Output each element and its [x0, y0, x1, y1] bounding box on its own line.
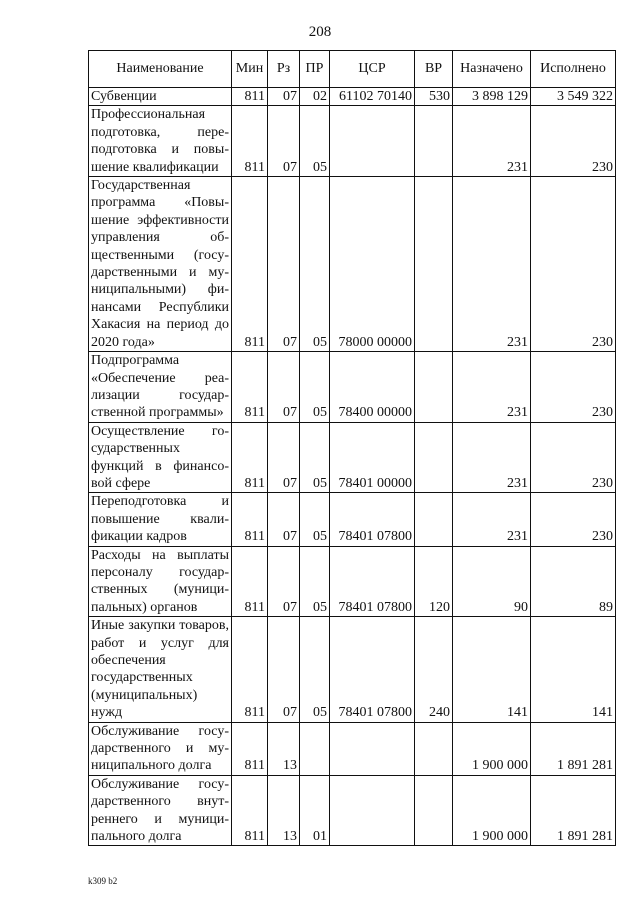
- row-rz: 07: [268, 422, 300, 493]
- row-csr: [330, 106, 415, 177]
- row-pr: 05: [300, 177, 330, 352]
- row-executed: 141: [531, 617, 616, 722]
- row-assigned: 141: [453, 617, 531, 722]
- row-assigned: 1 900 000: [453, 775, 531, 846]
- row-csr: 78400 00000: [330, 352, 415, 423]
- table-row: [89, 422, 616, 493]
- row-rz: 13: [268, 722, 300, 775]
- row-rz: 07: [268, 546, 300, 617]
- row-rz: 07: [268, 177, 300, 352]
- row-name: Государственная программа «Повышение эффективности управления общественными (государственными и муниципальными) финансами Республики Хакасия на период до 2020 года»: [89, 177, 232, 352]
- header-name: Наименование: [89, 51, 232, 88]
- row-pr: 02: [300, 88, 330, 106]
- row-min: 811: [232, 88, 268, 106]
- table-row: [89, 88, 616, 106]
- row-vr: [415, 106, 453, 177]
- row-rz: 07: [268, 617, 300, 722]
- row-csr: 61102 70140: [330, 88, 415, 106]
- row-executed: 230: [531, 493, 616, 546]
- row-vr: [415, 352, 453, 423]
- row-vr: 530: [415, 88, 453, 106]
- row-rz: 07: [268, 352, 300, 423]
- table-row: [89, 722, 616, 775]
- row-csr: 78000 00000: [330, 177, 415, 352]
- row-assigned: 231: [453, 352, 531, 423]
- footer-code: k309 b2: [88, 876, 118, 886]
- table-row: [89, 493, 616, 546]
- row-min: 811: [232, 617, 268, 722]
- header-csr: ЦСР: [330, 51, 415, 88]
- table-row: [89, 352, 616, 423]
- row-rz: 07: [268, 88, 300, 106]
- row-executed: 3 549 322: [531, 88, 616, 106]
- row-assigned: 231: [453, 106, 531, 177]
- table-row: [89, 546, 616, 617]
- table-row: [89, 617, 616, 722]
- row-name: Обслуживание государственного внутреннего и муниципального долга: [89, 775, 232, 846]
- row-name: Расходы на выплаты персоналу государственных (муниципальных) органов: [89, 546, 232, 617]
- row-csr: [330, 722, 415, 775]
- row-name: Подпрограмма «Обеспечение реализации государственной программы»: [89, 352, 232, 423]
- row-assigned: 231: [453, 422, 531, 493]
- row-pr: 05: [300, 352, 330, 423]
- row-pr: 05: [300, 493, 330, 546]
- row-executed: 230: [531, 177, 616, 352]
- row-name: Обслуживание государственного и муниципального долга: [89, 722, 232, 775]
- row-rz: 07: [268, 106, 300, 177]
- row-vr: 120: [415, 546, 453, 617]
- row-name: Иные закупки товаров, работ и услуг для обеспечения государственных (муниципальных) нужд: [89, 617, 232, 722]
- row-rz: 07: [268, 493, 300, 546]
- row-name: Субвенции: [89, 88, 232, 106]
- row-min: 811: [232, 352, 268, 423]
- row-executed: 230: [531, 422, 616, 493]
- row-vr: [415, 177, 453, 352]
- row-min: 811: [232, 722, 268, 775]
- row-executed: 1 891 281: [531, 775, 616, 846]
- row-pr: 05: [300, 422, 330, 493]
- row-name: Осуществление государственных функций в финансовой сфере: [89, 422, 232, 493]
- header-min: Мин: [232, 51, 268, 88]
- table-header-row: [89, 51, 616, 88]
- row-executed: 230: [531, 106, 616, 177]
- row-rz: 13: [268, 775, 300, 846]
- row-vr: [415, 493, 453, 546]
- row-min: 811: [232, 422, 268, 493]
- row-vr: 240: [415, 617, 453, 722]
- header-rz: Рз: [268, 51, 300, 88]
- row-pr: 05: [300, 106, 330, 177]
- row-csr: 78401 00000: [330, 422, 415, 493]
- table-row: [89, 177, 616, 352]
- row-vr: [415, 775, 453, 846]
- row-pr: 05: [300, 546, 330, 617]
- header-vr: ВР: [415, 51, 453, 88]
- budget-table: [88, 50, 616, 846]
- row-executed: 1 891 281: [531, 722, 616, 775]
- row-assigned: 1 900 000: [453, 722, 531, 775]
- table-row: [89, 106, 616, 177]
- row-pr: 01: [300, 775, 330, 846]
- row-csr: 78401 07800: [330, 546, 415, 617]
- row-assigned: 90: [453, 546, 531, 617]
- row-assigned: 231: [453, 177, 531, 352]
- row-csr: [330, 775, 415, 846]
- row-name: Переподготовка и повышение квалификации кадров: [89, 493, 232, 546]
- row-csr: 78401 07800: [330, 493, 415, 546]
- page-number: 208: [308, 24, 332, 40]
- row-pr: 05: [300, 617, 330, 722]
- header-assigned: Назначено: [453, 51, 531, 88]
- header-executed: Исполнено: [531, 51, 616, 88]
- row-assigned: 231: [453, 493, 531, 546]
- header-pr: ПР: [300, 51, 330, 88]
- row-executed: 230: [531, 352, 616, 423]
- row-csr: 78401 07800: [330, 617, 415, 722]
- table-row: [89, 775, 616, 846]
- row-executed: 89: [531, 546, 616, 617]
- row-min: 811: [232, 493, 268, 546]
- row-vr: [415, 722, 453, 775]
- row-min: 811: [232, 546, 268, 617]
- row-min: 811: [232, 775, 268, 846]
- row-min: 811: [232, 106, 268, 177]
- row-min: 811: [232, 177, 268, 352]
- row-name: Профессиональная подготовка, переподготовка и повышение квалификации: [89, 106, 232, 177]
- row-vr: [415, 422, 453, 493]
- row-pr: [300, 722, 330, 775]
- row-assigned: 3 898 129: [453, 88, 531, 106]
